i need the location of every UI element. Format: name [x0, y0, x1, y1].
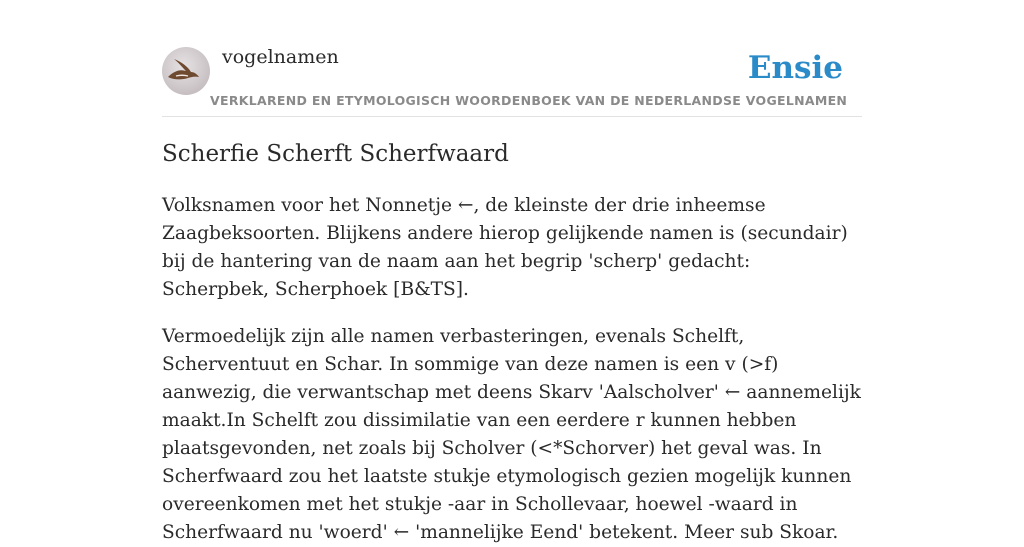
entry-paragraph: Volksnamen voor het Nonnetje ←, de kleinste der drie inheemse Zaagbeksoorten. Blijkens andere hierop gelijkende namen is (secundair) bij de hantering van de naam aan het begrip 'scherp' gedacht: Scherpbek, Scherphoek [B&TS]. [162, 195, 848, 300]
blog-name-link[interactable]: vogelnamen [222, 46, 339, 68]
bird-in-flight-icon [162, 47, 210, 95]
entry-paragraph: Vermoedelijk zijn alle namen verbasteringen, evenals Schelft, Scherventuut en Schar. In sommige van deze namen is een v (>f) aanwezig, die verwantschap met deens Skarv 'Aalscholver' ← aannemelijk maakt.In Schelft zou dissimilatie van een eerdere r kunnen hebben plaatsgevonden, net zoals bij Scholver (<*Schorver) het geval was. In Scherfwaard zou het laatste stukje etymologisch gezien mogelijk kunnen overeenkomen met het stukje -aar in Schollevaar, hoewel -waard in Scherfwaard nu 'woerd' ← 'mannelijke Eend' betekent. Meer sub Skoar. [162, 326, 861, 543]
blog-subtitle: VERKLAREND EN ETYMOLOGISCH WOORDENBOEK VAN DE NEDERLANDSE VOGELNAMEN [210, 93, 848, 108]
avatar[interactable] [162, 47, 210, 95]
entry-body [162, 192, 862, 547]
header [162, 0, 862, 117]
entry-title: Scherfie Scherft Scherfwaard [162, 141, 509, 167]
ensie-logo[interactable]: Ensie [747, 50, 843, 86]
page-container [162, 0, 862, 547]
